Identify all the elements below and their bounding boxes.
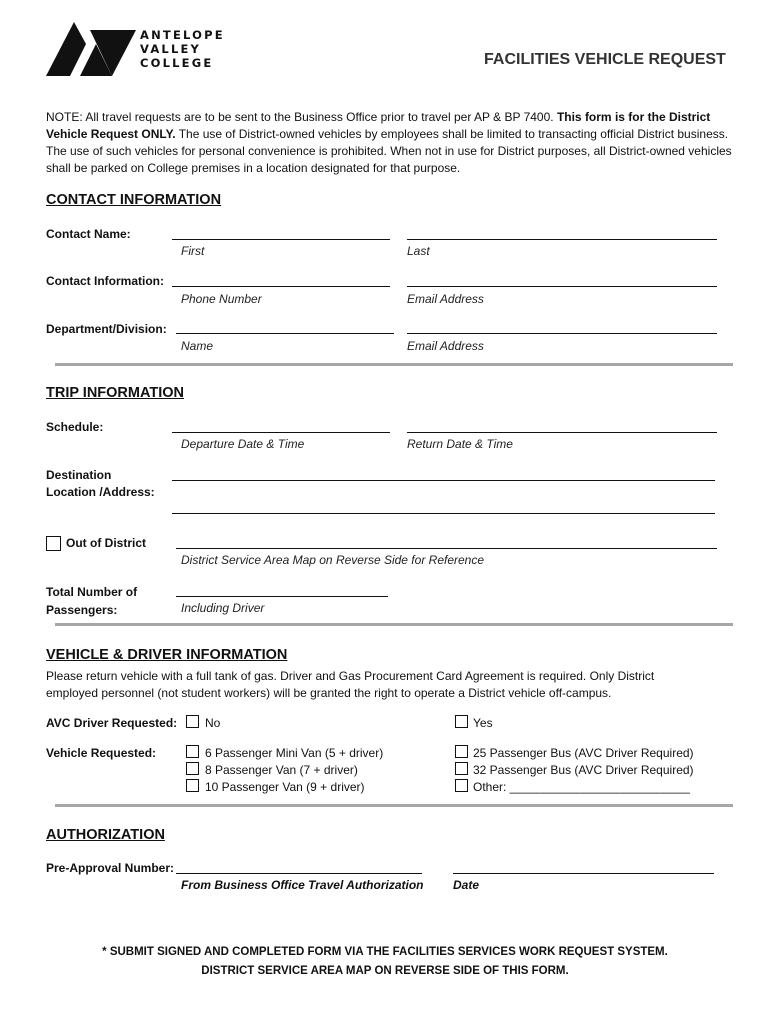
van-10-label: 10 Passenger Van (9 + driver)	[205, 780, 365, 794]
van-8-label: 8 Passenger Van (7 + driver)	[205, 763, 358, 777]
bus-32-checkbox[interactable]	[455, 762, 468, 775]
footer-instructions	[0, 943, 770, 981]
driver-requested-label: AVC Driver Requested:	[46, 716, 178, 730]
note-bold-text: This form is for the District Vehicle Request ONLY.	[46, 110, 711, 141]
department-label: Department/Division:	[46, 322, 167, 336]
passengers-label	[46, 583, 137, 619]
including-driver-caption: Including Driver	[181, 601, 265, 615]
driver-yes-label: Yes	[473, 716, 493, 730]
department-email-caption: Email Address	[407, 339, 484, 353]
note-paragraph	[46, 109, 746, 177]
section-divider	[55, 363, 733, 366]
contact-heading: CONTACT INFORMATION	[46, 192, 222, 208]
driver-yes-checkbox[interactable]	[455, 715, 468, 728]
van-10-checkbox[interactable]	[186, 779, 199, 792]
authorization-heading: AUTHORIZATION	[46, 827, 165, 843]
vehicle-description-line-2: employed personnel (not student workers) will be granted the right to operate a District vehicle off-campus.	[46, 686, 612, 700]
footer-line-1: * SUBMIT SIGNED AND COMPLETED FORM VIA THE FACILITIES SERVICES WORK REQUEST SYSTEM.	[102, 946, 668, 958]
destination-label-line-2: Location /Address:	[46, 485, 155, 499]
departure-caption: Departure Date & Time	[181, 437, 305, 451]
section-divider	[55, 623, 733, 626]
return-field[interactable]	[407, 432, 717, 433]
vehicle-description-line-1: Please return vehicle with a full tank of gas. Driver and Gas Procurement Card Agreement is required. Only District	[46, 669, 655, 683]
section-divider	[55, 804, 733, 807]
minivan-6-checkbox[interactable]	[186, 745, 199, 758]
logo-mark-icon	[46, 20, 138, 78]
last-caption: Last	[407, 244, 430, 258]
department-name-caption: Name	[181, 339, 214, 353]
other-vehicle-label: Other: ___________________________	[473, 780, 690, 794]
passengers-label-line-1: Total Number of	[46, 585, 138, 599]
departure-field[interactable]	[172, 432, 390, 433]
other-vehicle-checkbox[interactable]	[455, 779, 468, 792]
date-field[interactable]	[453, 873, 714, 874]
note-text-1: NOTE: All travel requests are to be sent to the Business Office prior to travel per AP & BP 7400.	[46, 110, 557, 124]
phone-field[interactable]	[172, 286, 390, 287]
vehicle-description	[46, 668, 746, 702]
phone-caption: Phone Number	[181, 292, 262, 306]
vehicle-heading: VEHICLE & DRIVER INFORMATION	[46, 647, 288, 663]
date-caption: Date	[453, 878, 480, 892]
driver-no-label: No	[205, 716, 221, 730]
bus-25-checkbox[interactable]	[455, 745, 468, 758]
schedule-label: Schedule:	[46, 420, 104, 434]
first-name-field[interactable]	[172, 239, 390, 240]
logo-line-2: VALLEY	[140, 42, 202, 56]
destination-label	[46, 467, 155, 501]
out-of-district-field[interactable]	[176, 548, 717, 549]
logo-wordmark	[140, 28, 225, 70]
driver-no-checkbox[interactable]	[186, 715, 199, 728]
minivan-6-label: 6 Passenger Mini Van (5 + driver)	[205, 746, 384, 760]
vehicle-requested-label: Vehicle Requested:	[46, 746, 157, 760]
note-text-2: The use of District-owned vehicles by employees shall be limited to transacting official District business. The use of such vehicles for personal convenience is prohibited. When not in use for District purposes, all District-owned vehicles shall be parked on College premises in a location designated for that purpose.	[46, 127, 732, 175]
out-of-district-checkbox[interactable]	[46, 536, 61, 551]
contact-info-label: Contact Information:	[46, 274, 164, 288]
return-caption: Return Date & Time	[407, 437, 513, 451]
trip-heading: TRIP INFORMATION	[46, 385, 185, 401]
footer-line-2: DISTRICT SERVICE AREA MAP ON REVERSE SIDE OF THIS FORM.	[201, 965, 569, 977]
preapproval-label: Pre-Approval Number:	[46, 861, 175, 875]
destination-field-2[interactable]	[172, 513, 715, 514]
form-title: FACILITIES VEHICLE REQUEST	[484, 51, 726, 68]
destination-label-line-1: Destination	[46, 468, 112, 482]
email-caption: Email Address	[407, 292, 484, 306]
van-8-checkbox[interactable]	[186, 762, 199, 775]
department-name-field[interactable]	[176, 333, 394, 334]
email-field[interactable]	[407, 286, 717, 287]
contact-name-label: Contact Name:	[46, 227, 131, 241]
logo-line-3: COLLEGE	[140, 56, 214, 70]
first-caption: First	[181, 244, 205, 258]
preapproval-field[interactable]	[176, 873, 422, 874]
bus-32-label: 32 Passenger Bus (AVC Driver Required)	[473, 763, 694, 777]
business-office-caption: From Business Office Travel Authorization	[181, 878, 424, 892]
department-email-field[interactable]	[407, 333, 717, 334]
out-of-district-label: Out of District	[66, 536, 146, 550]
destination-field-1[interactable]	[172, 480, 715, 481]
passengers-field[interactable]	[176, 596, 388, 597]
logo-line-1: ANTELOPE	[140, 28, 225, 42]
college-logo	[46, 20, 138, 78]
last-name-field[interactable]	[407, 239, 717, 240]
passengers-label-line-2: Passengers:	[46, 603, 118, 617]
map-note-caption: District Service Area Map on Reverse Side for Reference	[181, 553, 485, 567]
bus-25-label: 25 Passenger Bus (AVC Driver Required)	[473, 746, 694, 760]
